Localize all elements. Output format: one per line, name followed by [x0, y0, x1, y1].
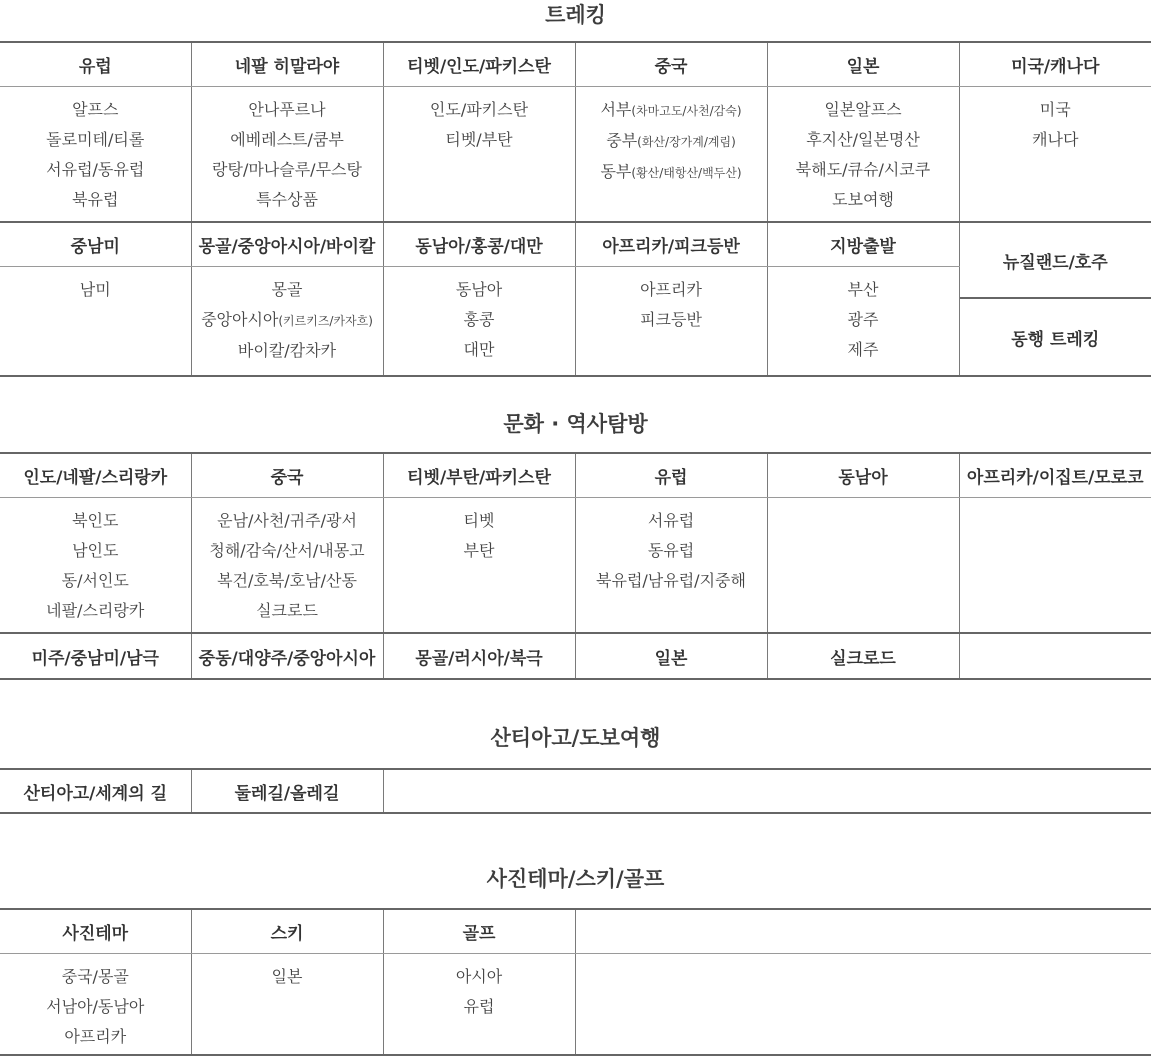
- category-link-label: 동부: [600, 161, 632, 181]
- category-link-label: 일본알프스: [824, 99, 902, 119]
- category-link[interactable]: [384, 95, 575, 125]
- category-cell: [767, 497, 959, 633]
- category-link-label: 아프리카: [64, 1026, 127, 1046]
- category-header-nz-australia[interactable]: 뉴질랜드/호주: [1002, 252, 1108, 273]
- category-link-label: 피크등반: [640, 310, 702, 330]
- category-link[interactable]: [384, 305, 575, 335]
- category-header-nepal-himalaya[interactable]: 네팔 히말라야: [191, 42, 383, 86]
- category-link[interactable]: [192, 536, 383, 566]
- category-link-label: 동유럽: [647, 540, 695, 560]
- category-link-label: 홍콩: [463, 310, 495, 330]
- empty-cell: [575, 953, 1151, 1055]
- category-link-detail: (황산/태항산/백두산): [631, 165, 742, 180]
- category-cell: [575, 86, 767, 222]
- category-link-detail: (키르키즈/카자흐): [278, 314, 373, 329]
- category-cell: [191, 267, 383, 376]
- category-link-label: 일본: [271, 966, 303, 986]
- category-link-label: 몽골: [271, 280, 303, 300]
- category-link[interactable]: [0, 992, 191, 1022]
- category-link-label: 서유럽/동유럽: [46, 159, 145, 179]
- category-link[interactable]: [576, 157, 767, 188]
- category-header-group-trekking[interactable]: 동행 트레킹: [960, 297, 1151, 375]
- category-link[interactable]: [576, 126, 767, 157]
- category-link-label: 아시아: [455, 966, 503, 986]
- category-header-africa-peak[interactable]: 아프리카/피크등반: [575, 222, 767, 267]
- category-header-mongolia-russia-arctic[interactable]: 몽골/러시아/북극: [383, 633, 575, 679]
- category-header-japan[interactable]: 일본: [767, 42, 959, 86]
- category-link-label: 네팔/스리랑카: [46, 600, 145, 620]
- category-link[interactable]: [960, 125, 1151, 155]
- category-link-label: 동/서인도: [61, 570, 129, 590]
- category-header-europe[interactable]: 유럽: [575, 453, 767, 497]
- category-link-label: 실크로드: [256, 600, 318, 620]
- empty-header: [575, 909, 1151, 953]
- trekking-table: [0, 41, 1151, 223]
- category-link-label: 복건/호북/호남/산동: [217, 570, 357, 590]
- empty-header: [959, 633, 1151, 679]
- category-header-tibet-india-pakistan[interactable]: 티벳/인도/파키스탄: [383, 42, 575, 86]
- category-link[interactable]: [192, 336, 383, 366]
- category-link-detail: (차마고도/사천/감숙): [631, 103, 742, 118]
- category-header-india-nepal-srilanka[interactable]: 인도/네팔/스리랑카: [0, 453, 191, 497]
- category-link-detail: (화산/장가계/계림): [637, 134, 736, 149]
- section-title-santiago: 산티아고/도보여행: [490, 726, 661, 750]
- category-header-dulle-olle-trails[interactable]: 둘레길/올레길: [191, 769, 383, 813]
- category-link-label: 부산: [847, 280, 879, 300]
- category-link[interactable]: [576, 536, 767, 566]
- category-link-label: 미국: [1039, 99, 1071, 119]
- category-header-silk-road[interactable]: 실크로드: [767, 633, 959, 679]
- category-link[interactable]: [576, 566, 767, 596]
- category-header-usa-canada[interactable]: 미국/캐나다: [959, 42, 1151, 86]
- category-link[interactable]: [0, 506, 191, 536]
- category-link[interactable]: [768, 305, 959, 335]
- photo-table: [0, 908, 1151, 1056]
- category-link-label: 도보여행: [832, 189, 894, 209]
- category-link-label: 서부: [600, 99, 632, 119]
- category-link[interactable]: [384, 125, 575, 155]
- category-cell: [383, 86, 575, 222]
- category-link[interactable]: [384, 536, 575, 566]
- category-link[interactable]: [192, 125, 383, 155]
- category-cell: [383, 953, 575, 1055]
- category-header-mongolia-central-asia[interactable]: 몽골/중앙아시아/바이칼: [191, 222, 383, 267]
- category-link-label: 대만: [463, 340, 495, 360]
- category-header-golf[interactable]: 골프: [383, 909, 575, 953]
- category-link[interactable]: [0, 275, 191, 305]
- empty-header: [383, 769, 1151, 813]
- category-cell: [575, 497, 767, 633]
- side-links: [959, 222, 1151, 376]
- category-link-label: 북인도: [72, 510, 119, 530]
- category-cell: [0, 86, 191, 222]
- category-header-photo-theme[interactable]: 사진테마: [0, 909, 191, 953]
- category-header-santiago-world-trails[interactable]: 산티아고/세계의 길: [0, 769, 191, 813]
- category-link[interactable]: [384, 506, 575, 536]
- trekking-table-2: [0, 221, 1151, 377]
- category-link-label: 광주: [847, 310, 879, 330]
- category-link-label: 서유럽: [647, 510, 695, 530]
- category-link-label: 알프스: [72, 99, 119, 119]
- category-link-label: 서남아/동남아: [46, 996, 145, 1016]
- category-link-label: 돌로미테/티롤: [46, 129, 145, 149]
- category-link-label: 동남아: [455, 280, 503, 300]
- category-cell: [191, 497, 383, 633]
- category-link[interactable]: [192, 506, 383, 536]
- category-cell: [0, 267, 191, 376]
- category-link[interactable]: [192, 95, 383, 125]
- category-link[interactable]: [0, 1022, 191, 1052]
- category-header-ski[interactable]: 스키: [191, 909, 383, 953]
- section-title-photo-ski-golf: 사진테마/스키/골프: [486, 867, 665, 891]
- category-link[interactable]: [768, 155, 959, 185]
- category-link[interactable]: [0, 962, 191, 992]
- category-link[interactable]: [192, 185, 383, 215]
- category-link-label: 남미: [79, 280, 111, 300]
- category-link-label: 청해/감숙/산서/내몽고: [209, 540, 365, 560]
- category-link-label: 후지산/일본명산: [806, 129, 920, 149]
- category-cell: [191, 953, 383, 1055]
- category-link[interactable]: [576, 506, 767, 536]
- category-link[interactable]: [768, 125, 959, 155]
- category-link[interactable]: [960, 95, 1151, 125]
- category-link[interactable]: [576, 305, 767, 335]
- category-cell: [383, 267, 575, 376]
- category-link-label: 부탄: [463, 540, 495, 560]
- category-cell: [0, 497, 191, 633]
- category-link-label: 제주: [847, 340, 879, 360]
- category-link-label: 특수상품: [256, 189, 318, 209]
- section-title-trekking: 트레킹: [545, 3, 606, 27]
- category-link[interactable]: [192, 305, 383, 336]
- category-link-label: 북유럽: [72, 189, 119, 209]
- category-link[interactable]: [384, 335, 575, 365]
- category-link[interactable]: [384, 992, 575, 1022]
- category-link-label: 바이칼/캄차카: [237, 341, 337, 361]
- category-cell: [575, 267, 767, 376]
- category-header-china[interactable]: 중국: [191, 453, 383, 497]
- category-link[interactable]: [192, 566, 383, 596]
- category-link[interactable]: [576, 275, 767, 305]
- category-link-label: 아프리카: [640, 280, 702, 300]
- category-cell: [0, 953, 191, 1055]
- category-link-label: 중부: [606, 130, 638, 150]
- category-link-label: 남인도: [72, 540, 119, 560]
- category-link-label: 운남/사천/귀주/광서: [217, 510, 357, 530]
- category-header-latin-america[interactable]: 중남미: [0, 222, 191, 267]
- category-header-japan[interactable]: 일본: [575, 633, 767, 679]
- category-link-label: 에베레스트/쿰부: [230, 129, 344, 149]
- category-header-china[interactable]: 중국: [575, 42, 767, 86]
- category-link[interactable]: [0, 596, 191, 626]
- culture-table: [0, 452, 1151, 634]
- category-link[interactable]: [0, 536, 191, 566]
- category-link-label: 인도/파키스탄: [429, 99, 529, 119]
- category-link-label: 중국/몽골: [61, 966, 129, 986]
- category-cell: [959, 497, 1151, 633]
- category-link[interactable]: [576, 95, 767, 126]
- category-link[interactable]: [192, 155, 383, 185]
- category-cell: [767, 267, 959, 376]
- category-link[interactable]: [192, 275, 383, 305]
- category-cell: [191, 86, 383, 222]
- category-cell: [959, 86, 1151, 222]
- category-link[interactable]: [0, 155, 191, 185]
- category-link[interactable]: [768, 335, 959, 365]
- category-cell: [767, 86, 959, 222]
- category-header-middle-east-oceania[interactable]: 중동/대양주/중앙아시아: [191, 633, 383, 679]
- category-link-label: 랑탕/마나슬루/무스탕: [212, 159, 362, 179]
- category-link-label: 안나푸르나: [248, 99, 326, 119]
- category-link[interactable]: [768, 275, 959, 305]
- category-link[interactable]: [0, 566, 191, 596]
- category-header-southeast-asia[interactable]: 동남아/홍콩/대만: [383, 222, 575, 267]
- culture-table-2: [0, 632, 1151, 680]
- category-link-label: 북유럽/남유럽/지중해: [596, 570, 746, 590]
- category-link-label: 유럽: [463, 996, 495, 1016]
- category-link-label: 캐나다: [1032, 129, 1079, 149]
- category-header-europe[interactable]: 유럽: [0, 42, 191, 86]
- category-header-regional-departure[interactable]: 지방출발: [767, 222, 959, 267]
- section-title-culture: 문화 · 역사탐방: [503, 412, 648, 436]
- category-link[interactable]: [384, 962, 575, 992]
- category-link[interactable]: [0, 185, 191, 215]
- category-link-label: 티벳/부탄: [445, 129, 513, 149]
- santiago-table: [0, 768, 1151, 814]
- category-link[interactable]: [768, 185, 959, 215]
- category-link[interactable]: [192, 962, 383, 992]
- category-header-southeast-asia[interactable]: 동남아: [767, 453, 959, 497]
- category-link-label: 중앙아시아: [201, 310, 279, 330]
- category-header-americas-antarctica[interactable]: 미주/중남미/남극: [0, 633, 191, 679]
- category-link-label: 북해도/큐슈/시코쿠: [795, 159, 931, 179]
- category-cell: [383, 497, 575, 633]
- category-link[interactable]: [0, 125, 191, 155]
- category-link[interactable]: [384, 275, 575, 305]
- category-link[interactable]: [768, 95, 959, 125]
- category-link[interactable]: [192, 596, 383, 626]
- category-link[interactable]: [0, 95, 191, 125]
- category-header-tibet-bhutan-pakistan[interactable]: 티벳/부탄/파키스탄: [383, 453, 575, 497]
- category-header-africa-egypt-morocco[interactable]: 아프리카/이집트/모로코: [959, 453, 1151, 497]
- category-link-label: 티벳: [463, 510, 495, 530]
